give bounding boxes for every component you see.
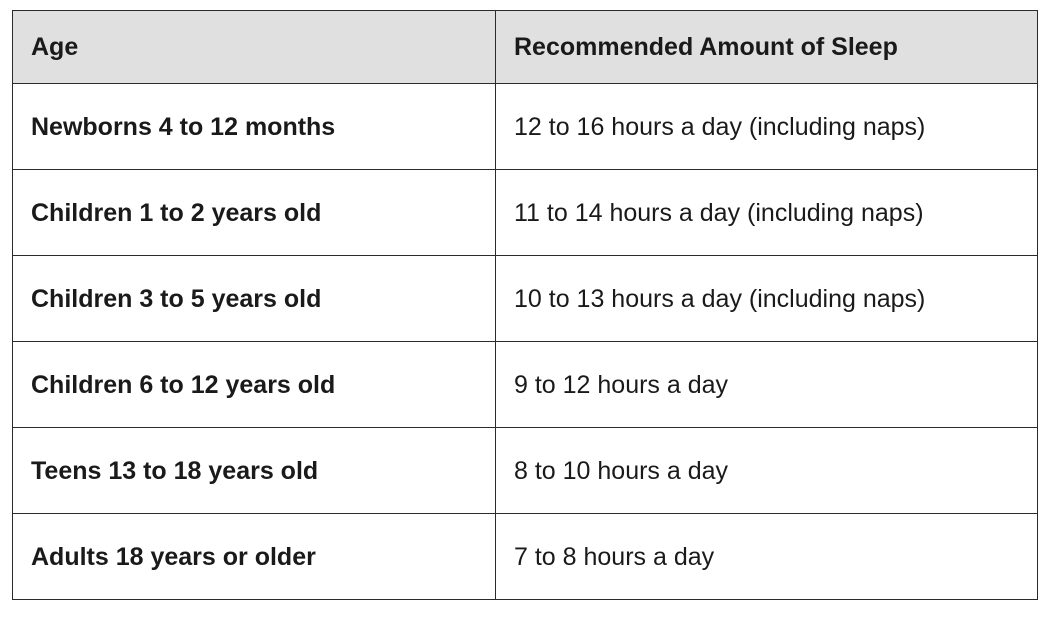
table-header bbox=[13, 11, 1038, 84]
table-header-row bbox=[13, 11, 1038, 84]
cell-sleep: 9 to 12 hours a day bbox=[496, 342, 1038, 428]
table-row bbox=[13, 342, 1038, 428]
cell-age: Children 3 to 5 years old bbox=[13, 256, 496, 342]
table-row bbox=[13, 170, 1038, 256]
cell-age: Children 6 to 12 years old bbox=[13, 342, 496, 428]
cell-age: Newborns 4 to 12 months bbox=[13, 84, 496, 170]
table-row bbox=[13, 256, 1038, 342]
cell-sleep: 10 to 13 hours a day (including naps) bbox=[496, 256, 1038, 342]
table-row bbox=[13, 514, 1038, 600]
table-row bbox=[13, 84, 1038, 170]
sleep-recommendations-table bbox=[12, 10, 1038, 600]
column-header-recommended-sleep: Recommended Amount of Sleep bbox=[496, 11, 1038, 84]
cell-age: Children 1 to 2 years old bbox=[13, 170, 496, 256]
cell-sleep: 11 to 14 hours a day (including naps) bbox=[496, 170, 1038, 256]
cell-sleep: 8 to 10 hours a day bbox=[496, 428, 1038, 514]
cell-sleep: 12 to 16 hours a day (including naps) bbox=[496, 84, 1038, 170]
cell-sleep: 7 to 8 hours a day bbox=[496, 514, 1038, 600]
column-header-age: Age bbox=[13, 11, 496, 84]
table-row bbox=[13, 428, 1038, 514]
cell-age: Teens 13 to 18 years old bbox=[13, 428, 496, 514]
cell-age: Adults 18 years or older bbox=[13, 514, 496, 600]
table-body bbox=[13, 84, 1038, 600]
